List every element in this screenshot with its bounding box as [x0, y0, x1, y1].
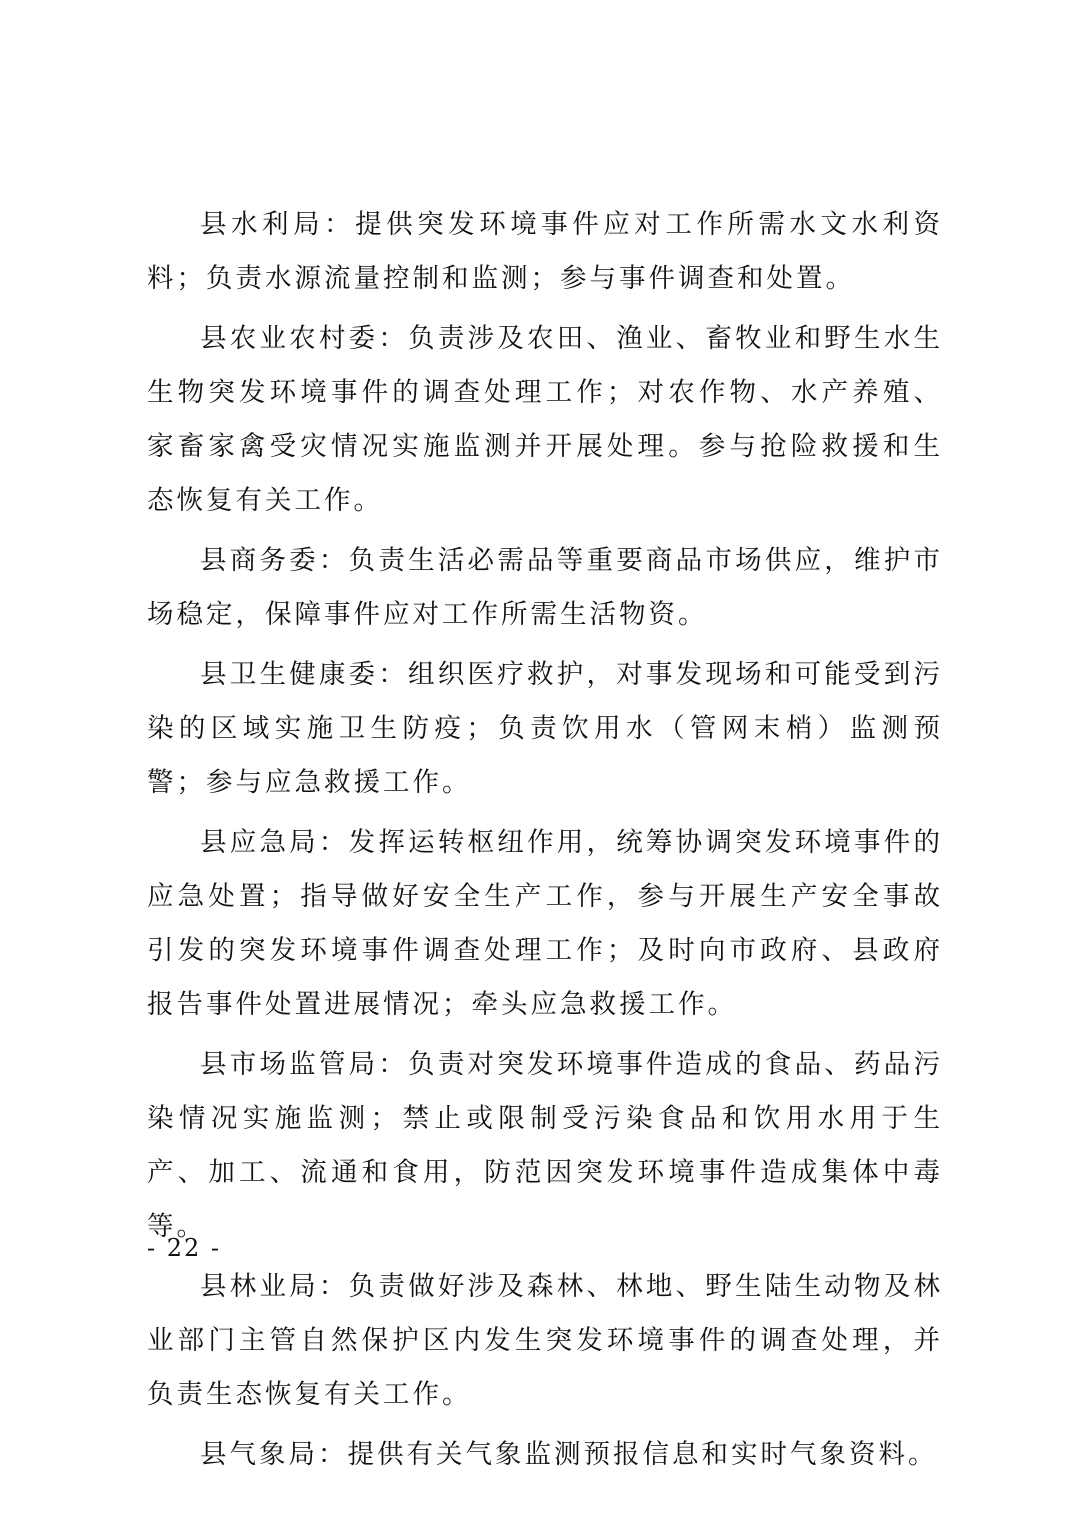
paragraph-agriculture-rural-committee: 县农业农村委：负责涉及农田、渔业、畜牧业和野生水生生物突发环境事件的调查处理工作；对农作物、水产养殖、家畜家禽受灾情况实施监测并开展处理。参与抢险救援和生态恢复有关工作。 — [147, 323, 943, 516]
paragraph-market-supervision-bureau: 县市场监管局：负责对突发环境事件造成的食品、药品污染情况实施监测；禁止或限制受污染食品和饮用水用于生产、加工、流通和食用，防范因突发环境事件造成集体中毒等。 — [147, 1049, 943, 1242]
paragraph-meteorological-bureau: 县气象局：提供有关气象监测预报信息和实时气象资料。 — [200, 1439, 938, 1470]
paragraph-water-resources-bureau: 县水利局：提供突发环境事件应对工作所需水文水利资料；负责水源流量控制和监测；参与事件调查和处置。 — [147, 209, 943, 294]
paragraph-health-committee: 县卫生健康委：组织医疗救护，对事发现场和可能受到污染的区域实施卫生防疫；负责饮用水（管网末梢）监测预警；参与应急救援工作。 — [147, 659, 943, 798]
document-body — [147, 198, 943, 1488]
page-number: - 22 - — [147, 1234, 222, 1262]
paragraph-commerce-committee: 县商务委：负责生活必需品等重要商品市场供应，维护市场稳定，保障事件应对工作所需生活物资。 — [147, 545, 943, 630]
paragraph-emergency-bureau: 县应急局：发挥运转枢纽作用，统筹协调突发环境事件的应急处置；指导做好安全生产工作，参与开展生产安全事故引发的突发环境事件调查处理工作；及时向市政府、县政府报告事件处置进展情况；牵头应急救援工作。 — [147, 827, 943, 1020]
paragraph-forestry-bureau: 县林业局：负责做好涉及森林、林地、野生陆生动物及林业部门主管自然保护区内发生突发环境事件的调查处理，并负责生态恢复有关工作。 — [147, 1271, 943, 1410]
